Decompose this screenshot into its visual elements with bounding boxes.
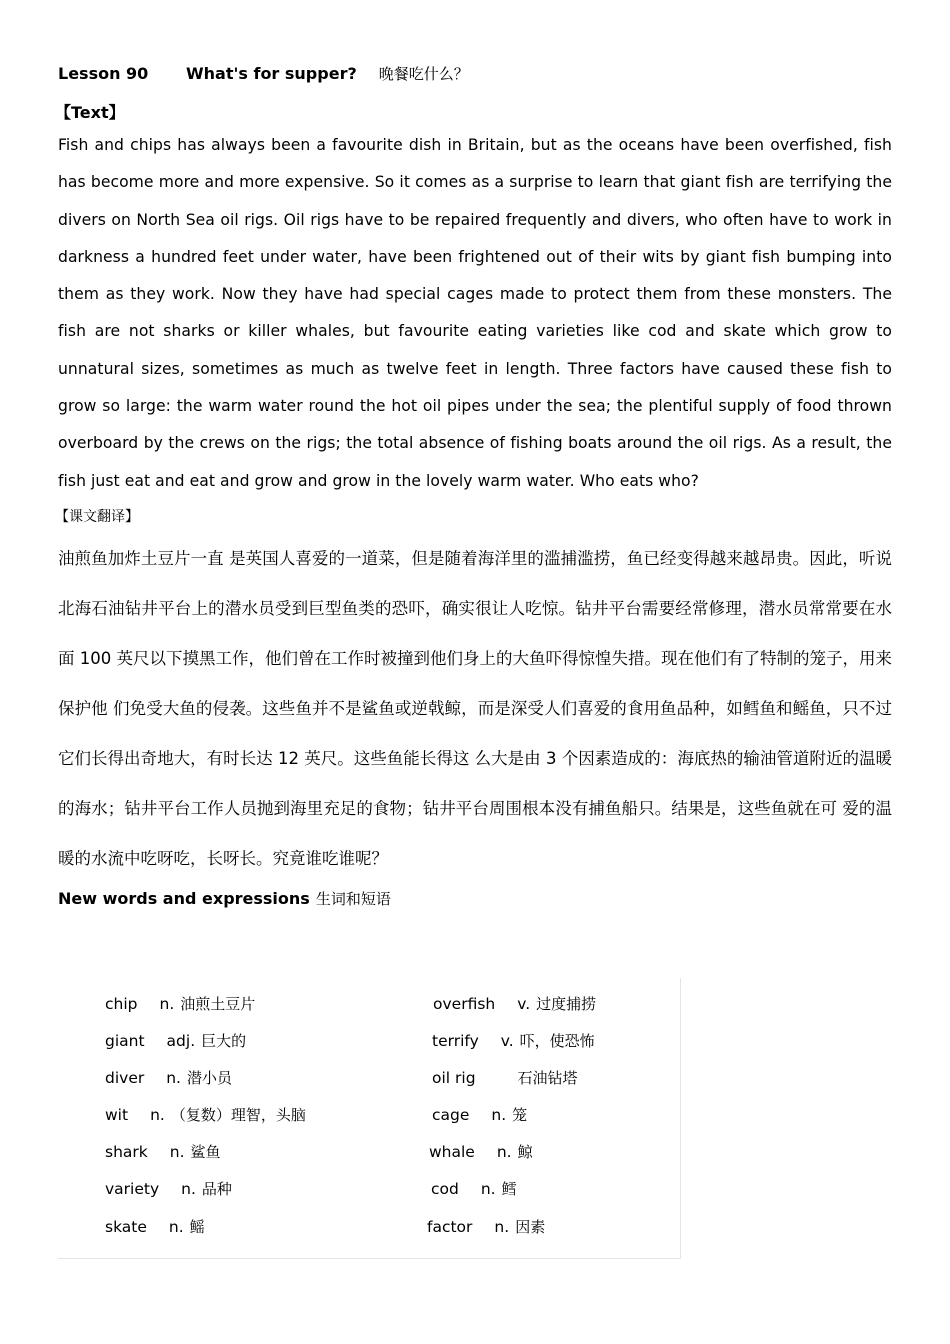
vocab-meaning: 因素 bbox=[515, 1218, 546, 1236]
vocab-entry bbox=[105, 1064, 232, 1092]
translation-heading: 【课文翻译】 bbox=[55, 508, 139, 525]
vocab-word: skate bbox=[105, 1218, 147, 1236]
vocab-meaning: 鲸 bbox=[517, 1143, 533, 1161]
vocab-word: shark bbox=[105, 1143, 148, 1161]
lesson-number: Lesson 90 bbox=[58, 64, 149, 83]
vocab-meaning: （复数）理智，头脑 bbox=[170, 1106, 306, 1124]
vocab-meaning: 巨大的 bbox=[201, 1032, 247, 1050]
vocab-row bbox=[58, 1175, 680, 1203]
translation-body: 油煎鱼加炸土豆片一直 是英国人喜爱的一道菜，但是随着海洋里的滥捕滥捞，鱼已经变得越来越昂贵。因此，听说北海石油钻井平台上的潜水员受到巨型鱼类的恐吓，确实很让人吃惊。钻井平台需要经常修理，潜水员常常要在水面 100 英尺以下摸黑工作，他们曾在工作时被撞到他们身上的大鱼吓得惊惶失措。现在他们有了特制的笼子，用来保护他 们免受大鱼的侵袭。这些鱼并不是鲨鱼或逆戟鲸，而是深受人们喜爱的食用鱼品种，如鳕鱼和鳐鱼，只不过它们长得出奇地大，有时长达 12 英尺。这些鱼能长得这 么大是由 3 个因素造成的：海底热的输油管道附近的温暖的海水；钻井平台工作人员抛到海里充足的食物；钻井平台周围根本没有捕鱼船只。结果是，这些鱼就在可 爱的温暖的水流中吃呀吃，长呀长。究竟谁吃谁呢？ bbox=[58, 548, 892, 868]
vocab-word: whale bbox=[429, 1143, 475, 1161]
vocab-word: terrify bbox=[432, 1032, 479, 1050]
lesson-header bbox=[58, 62, 892, 86]
vocab-pos: n. bbox=[480, 1180, 496, 1198]
vocab-word: variety bbox=[105, 1180, 160, 1198]
vocab-row bbox=[58, 1101, 680, 1129]
vocab-word: wit bbox=[105, 1106, 129, 1124]
lesson-title-cn: 晚餐吃什么？ bbox=[378, 65, 469, 83]
words-heading-cn: 生词和短语 bbox=[315, 889, 391, 908]
vocab-entry bbox=[105, 1027, 246, 1055]
vocab-entry bbox=[432, 1101, 527, 1129]
vocab-meaning: 油煎土豆片 bbox=[180, 995, 256, 1013]
vocab-meaning: 过度捕捞 bbox=[536, 995, 597, 1013]
vocab-pos: n. bbox=[168, 1218, 184, 1236]
words-heading-en: New words and expressions bbox=[58, 888, 310, 908]
vocab-pos: n. bbox=[169, 1143, 185, 1161]
vocab-entry bbox=[105, 1175, 232, 1203]
lesson-page bbox=[55, 62, 892, 912]
vocabulary-table bbox=[58, 978, 681, 1259]
vocab-pos: n. bbox=[166, 1069, 181, 1087]
vocab-entry bbox=[433, 990, 596, 1018]
vocab-pos: v. bbox=[517, 995, 531, 1013]
vocab-pos: n. bbox=[159, 995, 175, 1013]
vocab-word: factor bbox=[427, 1218, 473, 1236]
vocab-meaning: 鳕 bbox=[501, 1180, 517, 1198]
vocab-pos: n. bbox=[496, 1143, 512, 1161]
vocab-entry bbox=[105, 1213, 205, 1241]
words-heading bbox=[58, 886, 892, 912]
vocab-meaning: 吓，使恐怖 bbox=[519, 1032, 595, 1050]
vocab-pos: v. bbox=[500, 1032, 514, 1050]
vocab-word: giant bbox=[105, 1032, 145, 1050]
vocab-meaning: 潜小员 bbox=[187, 1069, 233, 1087]
vocab-meaning: 笼 bbox=[512, 1106, 528, 1124]
vocab-word: cod bbox=[431, 1180, 459, 1198]
vocab-entry bbox=[432, 1027, 595, 1055]
vocab-word: oil rig bbox=[432, 1069, 476, 1087]
lesson-title: What's for supper? bbox=[186, 64, 357, 83]
vocab-pos: n. bbox=[150, 1106, 165, 1124]
vocab-row bbox=[58, 1138, 680, 1166]
vocab-word: diver bbox=[105, 1069, 145, 1087]
vocab-word: cage bbox=[432, 1106, 470, 1124]
vocab-word: overfish bbox=[433, 995, 496, 1013]
vocab-entry bbox=[429, 1138, 533, 1166]
vocab-pos: adj. bbox=[166, 1032, 196, 1050]
vocab-meaning: 鳐 bbox=[189, 1218, 205, 1236]
vocab-entry bbox=[431, 1175, 517, 1203]
vocab-meaning: 品种 bbox=[201, 1180, 232, 1198]
vocab-entry bbox=[105, 990, 255, 1018]
vocab-word: chip bbox=[105, 995, 138, 1013]
vocab-row bbox=[58, 990, 680, 1018]
vocab-entry bbox=[432, 1064, 578, 1092]
vocab-pos: n. bbox=[181, 1180, 196, 1198]
text-heading: 【Text】 bbox=[55, 103, 125, 122]
text-body: Fish and chips has always been a favourite dish in Britain, but as the oceans have been overfished, fish has become more and more expensive. So it comes as a surprise to learn that giant fish are terrifying the divers on North Sea oil rigs. Oil rigs have to be repaired frequently and divers, who often have to work in darkness a hundred feet under water, have been frightened out of their wits by giant fish bumping into them as they work. Now they have had special cages made to protect them from these monsters. The fish are not sharks or killer whales, but favourite eating varieties like cod and skate which grow to unnatural sizes, sometimes as much as twelve feet in length. Three factors have caused these fish to grow so large: the warm water round the hot oil pipes under the sea; the plentiful supply of food thrown overboard by the crews on the rigs; the total absence of fishing boats around the oil rigs. As a result, the fish just eat and eat and grow and grow in the lovely warm water. Who eats who? bbox=[58, 136, 892, 490]
vocab-row bbox=[58, 1064, 680, 1092]
vocab-entry bbox=[105, 1138, 221, 1166]
vocab-row bbox=[58, 1213, 680, 1241]
vocab-row bbox=[58, 1027, 680, 1055]
vocab-pos: n. bbox=[491, 1106, 507, 1124]
vocab-entry bbox=[105, 1101, 306, 1129]
vocab-meaning: 石油钻塔 bbox=[517, 1069, 578, 1087]
vocab-entry bbox=[427, 1213, 545, 1241]
vocab-pos: n. bbox=[494, 1218, 510, 1236]
vocab-meaning: 鲨鱼 bbox=[190, 1143, 221, 1161]
